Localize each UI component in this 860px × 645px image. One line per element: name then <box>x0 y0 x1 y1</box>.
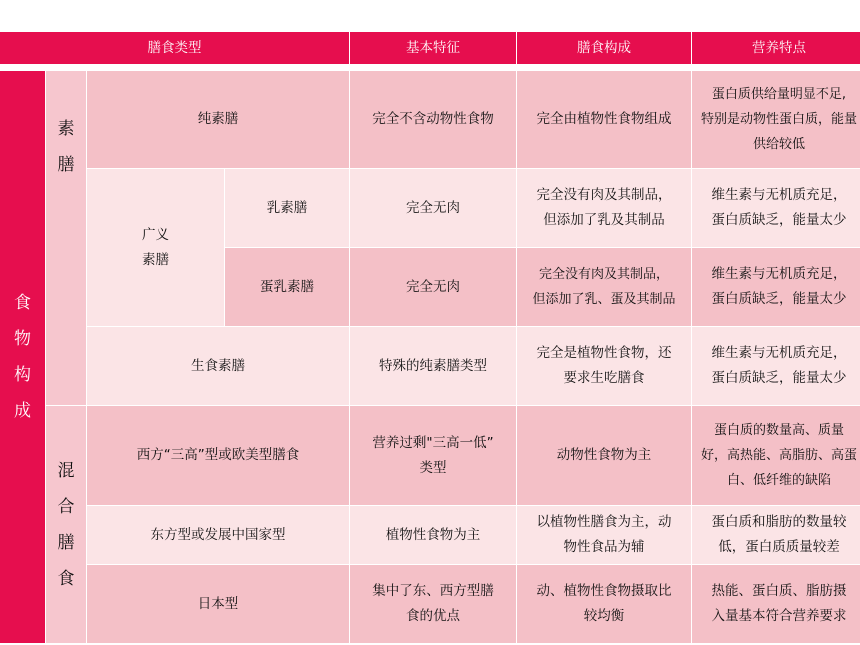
row-type: 蛋乳素膳 <box>225 248 349 326</box>
header-gap <box>0 65 860 70</box>
mixed-diet-label: 混 合 膳 食 <box>46 406 86 643</box>
header-nutrition: 营养特点 <box>692 32 860 64</box>
diet-type-table <box>0 32 860 643</box>
row-feature: 完全无肉 <box>350 248 516 326</box>
row-nutrition: 维生素与无机质充足， 蛋白质缺乏，能量太少 <box>692 327 860 405</box>
row-type: 西方“三高”型或欧美型膳食 <box>87 406 349 505</box>
broad-vegetarian-label: 广义 素膳 <box>87 169 224 326</box>
row-feature: 集中了东、西方型膳 食的优点 <box>350 565 516 643</box>
row-nutrition: 蛋白质和脂肪的数量较 低，蛋白质质量较差 <box>692 506 860 564</box>
row-type: 乳素膳 <box>225 169 349 247</box>
row-nutrition: 维生素与无机质充足， 蛋白质缺乏，能量太少 <box>692 169 860 247</box>
header-composition: 膳食构成 <box>517 32 691 64</box>
row-composition: 动物性食物为主 <box>517 406 691 505</box>
row-nutrition: 蛋白质的数量高、质量 好，高热能、高脂肪、高蛋 白、低纤维的缺陷 <box>692 406 860 505</box>
row-type: 生食素膳 <box>87 327 349 405</box>
row-composition: 完全没有肉及其制品， 但添加了乳及其制品 <box>517 169 691 247</box>
row-feature: 完全无肉 <box>350 169 516 247</box>
row-type: 日本型 <box>87 565 349 643</box>
row-composition: 动、植物性食物摄取比 较均衡 <box>517 565 691 643</box>
row-feature: 完全不含动物性食物 <box>350 71 516 168</box>
row-nutrition: 热能、蛋白质、脂肪摄 入量基本符合营养要求 <box>692 565 860 643</box>
row-feature: 植物性食物为主 <box>350 506 516 564</box>
row-type: 东方型或发展中国家型 <box>87 506 349 564</box>
row-composition: 完全由植物性食物组成 <box>517 71 691 168</box>
row-composition: 完全是植物性食物，还 要求生吃膳食 <box>517 327 691 405</box>
row-type: 纯素膳 <box>87 71 349 168</box>
row-feature: 特殊的纯素膳类型 <box>350 327 516 405</box>
row-nutrition: 维生素与无机质充足， 蛋白质缺乏，能量太少 <box>692 248 860 326</box>
food-composition-label: 食 物 构 成 <box>0 71 45 643</box>
header-basic-feature: 基本特征 <box>350 32 516 64</box>
vegetarian-diet-label: 素 膳 <box>46 71 86 405</box>
row-composition: 完全没有肉及其制品， 但添加了乳、蛋及其制品 <box>517 248 691 326</box>
row-composition: 以植物性膳食为主，动 物性食品为辅 <box>517 506 691 564</box>
row-nutrition: 蛋白质供给量明显不足, 特别是动物性蛋白质，能量 供给较低 <box>692 71 860 168</box>
header-diet-type: 膳食类型 <box>0 32 349 64</box>
row-feature: 营养过剩"三高一低” 类型 <box>350 406 516 505</box>
